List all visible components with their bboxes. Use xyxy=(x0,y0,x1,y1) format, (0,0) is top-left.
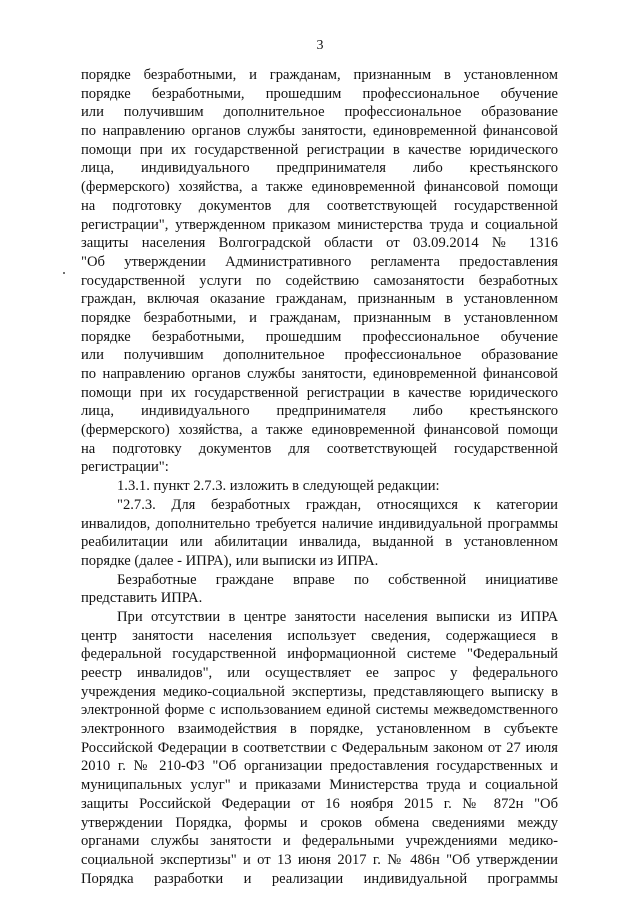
page-number: 3 xyxy=(316,38,324,53)
text-line: При отсутствии в центре занятости населения выписки из ИПРА xyxy=(117,608,558,625)
text-line: инвалидов, дополнительно требуется наличие индивидуальной программы xyxy=(81,515,558,532)
text-line: защиты населения Волгоградской области от 03.09.2014 № 1316 xyxy=(81,235,558,252)
text-line: граждан, включая оказание гражданам, признанным в установленном xyxy=(81,291,558,308)
text-line: центр занятости населения использует сведения, содержащиеся в xyxy=(81,627,558,644)
text-line: учреждения медико-социальной экспертизы, представляющего выписку в xyxy=(81,683,558,700)
text-line: 1.3.1. пункт 2.7.3. изложить в следующей редакции: xyxy=(117,478,440,495)
text-line: (фермерского) хозяйства, а также единовременной финансовой помощи xyxy=(81,179,558,196)
text-line: на подготовку документов для соответствующей государственной xyxy=(81,197,558,214)
text-line: порядке безработными, прошедшим профессиональное обучение xyxy=(81,85,558,102)
text-line: реестр инвалидов", или осуществляет ее запрос у федерального xyxy=(81,665,558,681)
text-line: порядке (далее - ИПРА), или выписки из ИПРА. xyxy=(81,552,379,569)
text-line: 2010 г. № 210-ФЗ "Об организации предоставления государственных и xyxy=(81,758,558,775)
text-line: Безработные граждане вправе по собственной инициативе xyxy=(117,571,558,588)
text-line: по направлению органов службы занятости, единовременной финансовой xyxy=(81,123,558,140)
text-line: помощи при их государственной регистрации в качестве юридического xyxy=(81,141,558,158)
text-line: муниципальных услуг" и приказами Министерства труда и социальной xyxy=(81,777,558,794)
text-line: на подготовку документов для соответствующей государственной xyxy=(81,440,558,457)
scan-speck xyxy=(63,272,65,274)
text-line: регистрации": xyxy=(81,459,169,476)
text-line: или получившим дополнительное профессиональное образование xyxy=(81,347,558,364)
text-line: электронного взаимодействия в порядке, установленном в субъекте xyxy=(81,721,558,738)
text-line: (фермерского) хозяйства, а также единовременной финансовой помощи xyxy=(81,422,558,439)
text-line: электронной форме с использованием единой системы межведомственного xyxy=(81,702,558,719)
text-line: регистрации", утвержденном приказом министерства труда и социальной xyxy=(81,216,558,233)
text-line: порядке безработными, прошедшим профессиональное обучение xyxy=(81,328,558,345)
text-line: или получившим дополнительное профессиональное образование xyxy=(81,104,558,121)
text-line: социальной экспертизы" и от 13 июня 2017 г. № 486н "Об утверждении xyxy=(81,851,558,868)
text-line: Порядка разработки и реализации индивидуальной программы xyxy=(81,870,558,887)
text-line: представить ИПРА. xyxy=(81,590,203,607)
text-line: органами службы занятости и федеральными учреждениями медико- xyxy=(81,833,558,850)
text-line: Российской Федерации в соответствии с Федеральным законом от 27 июля xyxy=(81,739,558,756)
text-line: порядке безработными, и гражданам, признанным в установленном xyxy=(81,309,558,326)
text-line: "Об утверждении Административного регламента предоставления xyxy=(81,253,558,270)
text-line: "2.7.3. Для безработных граждан, относящихся к категории xyxy=(117,496,558,513)
text-line: реабилитации или абилитации инвалида, выданной в установленном xyxy=(81,534,558,551)
text-line: лица, индивидуального предпринимателя либо крестьянского xyxy=(81,403,558,420)
text-line: порядке безработными, и гражданам, признанным в установленном xyxy=(81,67,558,83)
text-line: помощи при их государственной регистрации в качестве юридического xyxy=(81,384,558,401)
text-line: защиты Российской Федерации от 16 ноября 2015 г. № 872н "Об xyxy=(81,795,558,812)
text-line: лица, индивидуального предпринимателя либо крестьянского xyxy=(81,160,558,177)
text-line: по направлению органов службы занятости, единовременной финансовой xyxy=(81,366,558,382)
text-line: утверждении Порядка, формы и сроков обмена сведениями между xyxy=(81,814,558,831)
document-body xyxy=(81,66,558,888)
text-line: федеральной государственной информационной системе "Федеральный xyxy=(81,646,558,663)
text-line: государственной услуги по содействию самозанятости безработных xyxy=(81,272,558,289)
